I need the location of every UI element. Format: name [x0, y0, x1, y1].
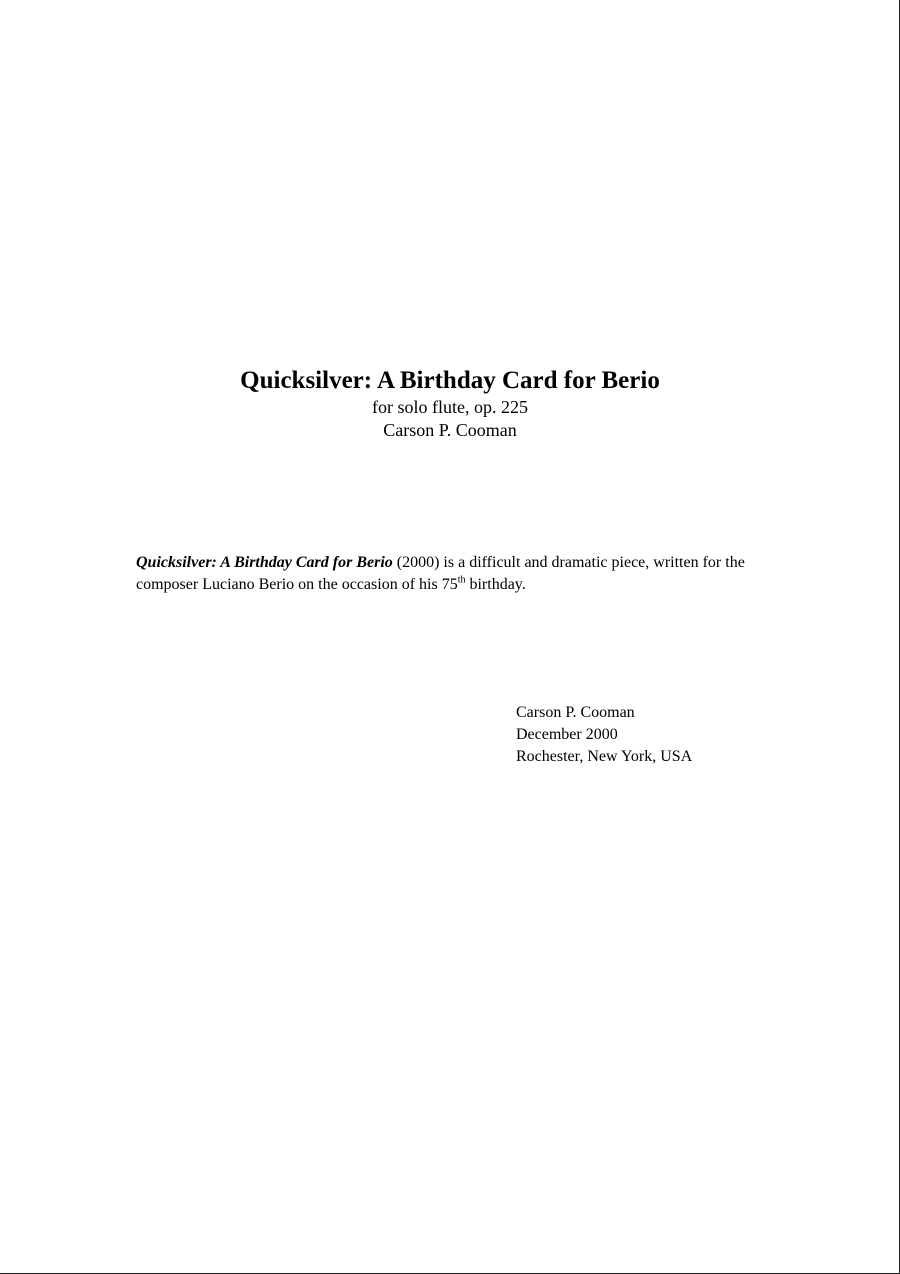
ordinal-superscript: th: [457, 574, 466, 586]
program-note: [136, 552, 776, 596]
signature-date: December 2000: [516, 726, 618, 743]
program-note-ending: birthday.: [465, 576, 526, 593]
document-subtitle: for solo flute, op. 225: [372, 397, 528, 417]
document-title: Quicksilver: A Birthday Card for Berio: [240, 367, 660, 394]
signature-location: Rochester, New York, USA: [516, 748, 693, 765]
title-block: [0, 366, 900, 442]
signature-name: Carson P. Cooman: [516, 704, 635, 721]
program-note-text: (2000) is a difficult and dramatic piece, written for the composer Luciano Berio on the occasion of his 75: [136, 554, 745, 593]
program-note-work-title: Quicksilver: A Birthday Card for Berio: [136, 554, 393, 571]
composer-name: Carson P. Cooman: [383, 420, 517, 440]
signature-block: [516, 702, 816, 768]
